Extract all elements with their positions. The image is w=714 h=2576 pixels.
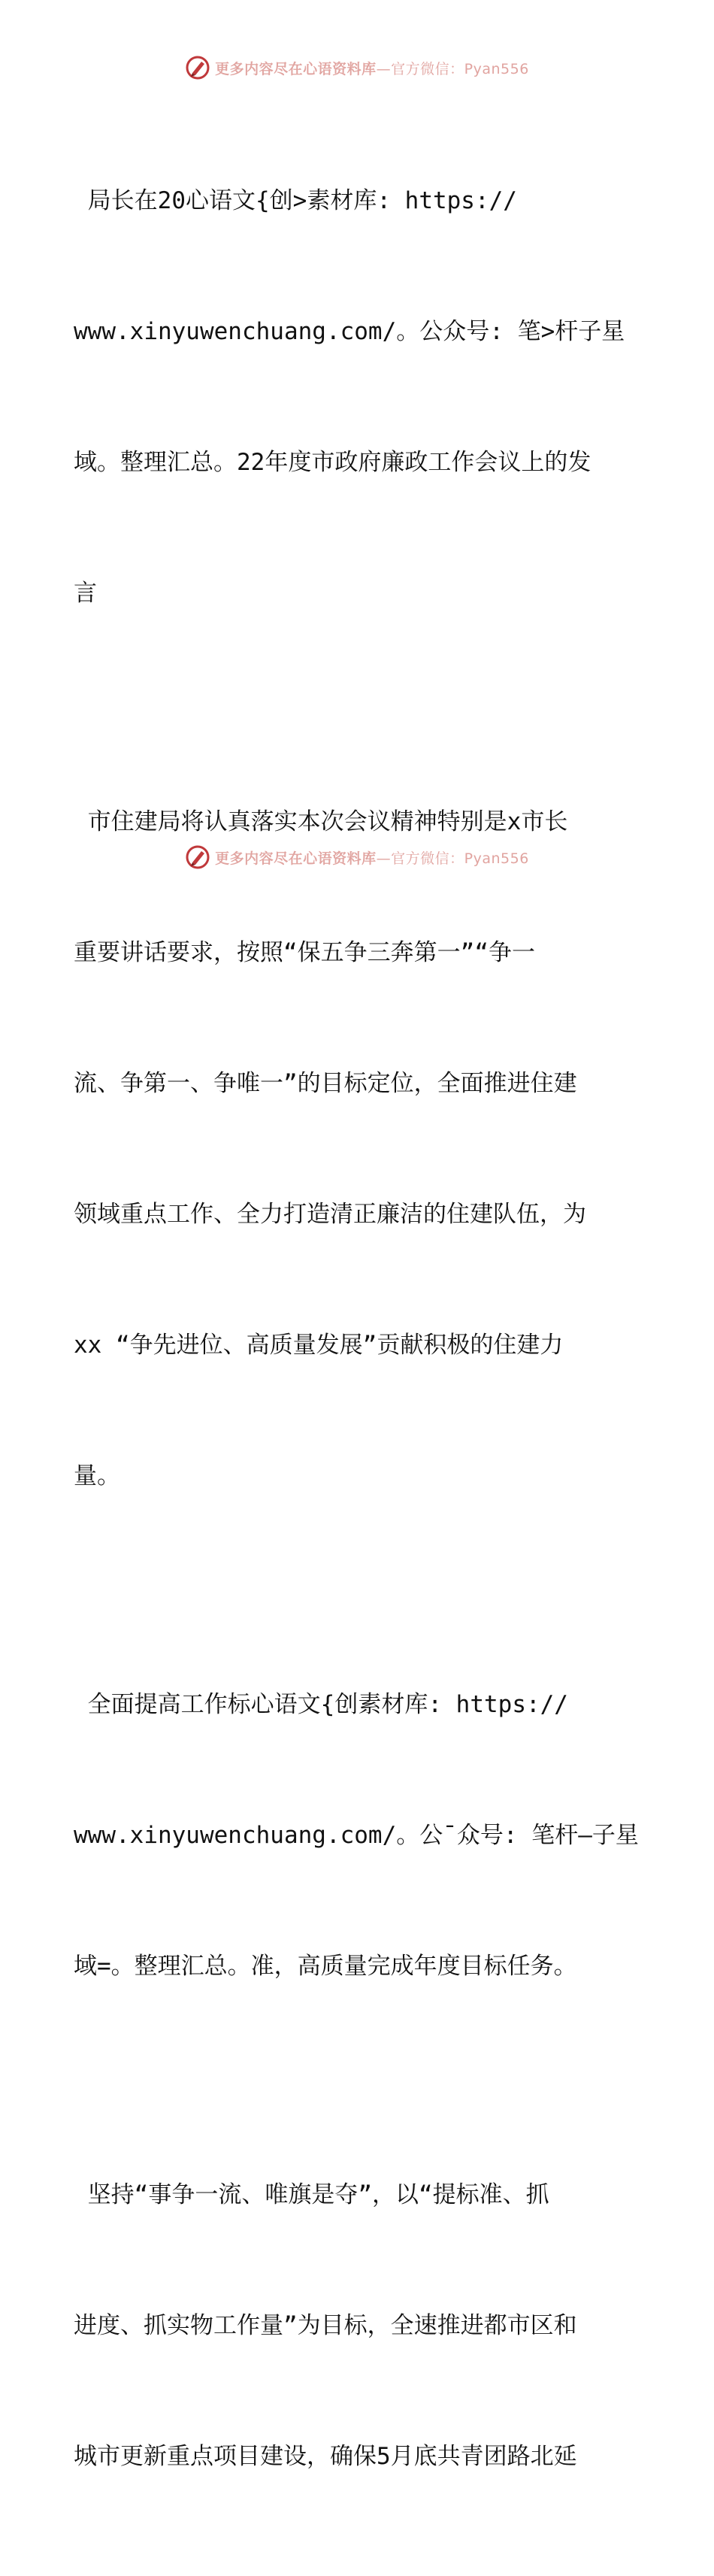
- line: 坚持“事争一流、唯旗是夺”，以“提标准、抓: [74, 2181, 549, 2208]
- watermark-sub-text: —官方微信：Pyan556: [376, 850, 529, 867]
- line: 领域重点工作、全力打造清正廉洁的住建队伍，为: [74, 1201, 586, 1228]
- line: 重要讲话要求，按照“保五争三奔第一”“争一: [74, 939, 535, 966]
- line: www.xinyuwenchuang.com/。公众号: 笔>杆子星: [74, 318, 625, 345]
- document-body: [74, 92, 645, 2576]
- line: 量。: [74, 1462, 120, 1490]
- paragraph-4: [74, 2086, 645, 2565]
- line: 进度、抓实物工作量”为目标，全速推进都市区和: [74, 2312, 577, 2339]
- line: 局长在20心语文{创>素材库: https://: [74, 187, 517, 214]
- line: 域。整理汇总。22年度市政府廉政工作会议上的发: [74, 449, 591, 476]
- line: 全面提高工作标心语文{创素材库: https://: [74, 1691, 568, 1718]
- watermark-main-text: 更多内容尽在心语资料库: [215, 850, 377, 867]
- paragraph-1: [74, 92, 645, 702]
- pen-circle-logo-icon: [185, 55, 210, 80]
- pen-circle-logo-icon: [185, 844, 210, 870]
- line: 市住建局将认真落实本次会议精神特别是x市长: [74, 808, 568, 835]
- line: 言: [74, 580, 97, 607]
- watermark-main-text: 更多内容尽在心语资料库: [215, 60, 377, 77]
- line: 城市更新重点项目建设，确保5月底共青团路北延: [74, 2443, 577, 2470]
- line: 流、争第一、争唯一”的目标定位，全面推进住建: [74, 1070, 577, 1097]
- line: 域=。整理汇总。准，高质量完成年度目标任务。: [74, 1953, 577, 1980]
- paragraph-3: [74, 1596, 645, 2075]
- watermark-footer: [0, 842, 714, 872]
- line: xx “争先进位、高质量发展”贡献积极的住建力: [74, 1332, 564, 1359]
- line: www.xinyuwenchuang.com/。公¯众号: 笔杆—子星: [74, 1822, 639, 1849]
- watermark-sub-text: —官方微信：Pyan556: [376, 60, 529, 77]
- watermark-header: [0, 53, 714, 83]
